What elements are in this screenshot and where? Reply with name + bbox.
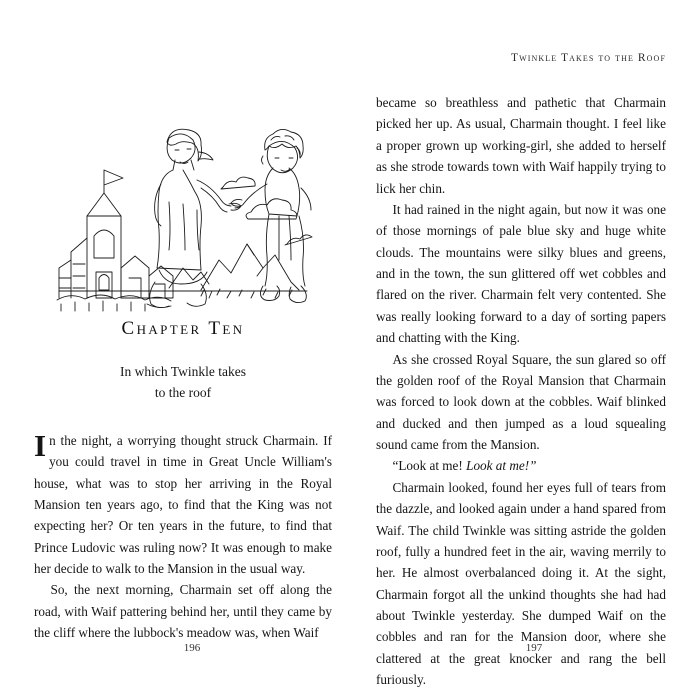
page-number-left: 196 <box>183 642 201 654</box>
chapter-subtitle-line1: In which Twinkle takes <box>120 364 246 379</box>
paragraph: So, the next morning, Charmain set off along the road, with Waif pattering behind her, until they came by the cliff where the lubbock's meadow was, when Waif <box>34 582 332 641</box>
drop-cap: I <box>34 427 47 463</box>
page-number-right: 197 <box>525 642 543 654</box>
running-head: Twinkle Takes to the Roof <box>510 52 666 64</box>
paragraph: As she crossed Royal Square, the sun glared so off the golden roof of the Royal Mansion that Charmain was forced to look down at the cobbles. Waif blinked and ducked and then jumped as a loud squealing sound came from the Mansion. <box>376 351 666 452</box>
paragraph-dialogue <box>376 455 666 476</box>
dialogue-italic: Look at me!” <box>466 458 537 474</box>
right-page <box>350 52 666 688</box>
paragraph: It had rained in the night again, but now it was one of those mornings of pale blue sky and huge white clouds. The mountains were silky blues and greens, and in the town, the sun glittered off wet cobbles and flared on the river. Charmain felt very contented. She was really looking forward to a day of sorting papers and chatting with the King. <box>376 201 666 346</box>
paragraph: Charmain looked, found her eyes full of tears from the dazzle, and looked again under a hand spared from Waif. The child Twinkle was sitting astride the golden roof, fully a hundred feet in the air, waving merrily to her. He almost overbalanced doing it. At the sight, Charmain forgot all the unkind thoughts she had had about Twinkle yesterday. She dumped Waif on the cobbles and ran for the Mansion door, where she clattered at the great knocker and rang the bell furiously. <box>376 479 666 688</box>
paragraph: became so breathless and pathetic that Charmain picked her up. As usual, Charmain thought. I feel like a proper grown up working-girl, she added to herself as she strode towards town with Waif happily trying to lick her chin. <box>376 95 666 196</box>
dialogue-plain: “Look at me! <box>392 458 467 474</box>
paragraph <box>34 427 332 580</box>
chapter-subtitle-line2: to the roof <box>154 384 212 400</box>
chapter-subtitle <box>34 362 332 404</box>
chapter-title: Chapter Ten <box>121 318 245 339</box>
right-body-text <box>376 92 666 691</box>
paragraph-text: n the night, a worrying thought struck Charmain. If you could travel in time in Great Uncle William's house, what was to stop her arriving in the Royal Mansion ten years ago, to find that the King was not expecting her? Or ten years in the future, to find that Prince Ludovic was ruling now? It was enough to make her decide to walk to the Mansion in the usual way. <box>34 432 332 577</box>
left-page <box>34 52 350 660</box>
chapter-illustration <box>51 92 315 312</box>
left-running-head-spacer <box>34 52 332 66</box>
left-body-text <box>34 427 332 644</box>
